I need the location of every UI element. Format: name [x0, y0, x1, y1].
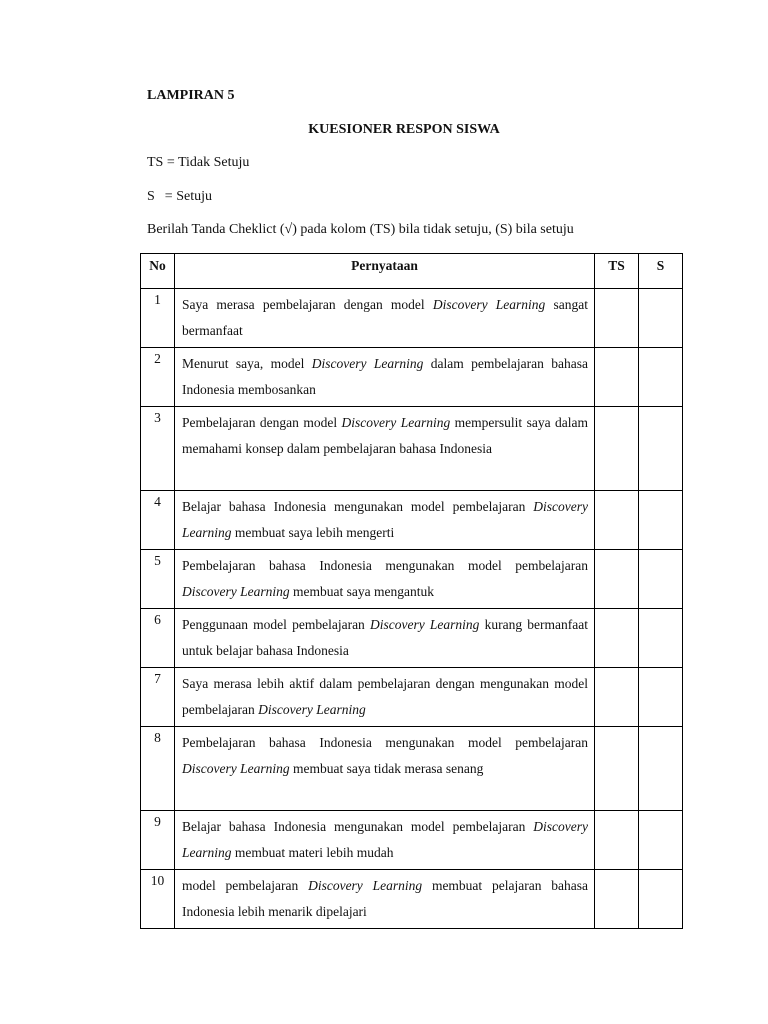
s-checkbox-cell[interactable]: [639, 348, 683, 407]
legend-s-def: = Setuju: [164, 189, 212, 204]
row-number: 4: [141, 491, 175, 550]
instruction-text: Berilah Tanda Cheklict (√) pada kolom (TS) bila tidak setuju, (S) bila setuju: [147, 222, 574, 237]
s-checkbox-cell[interactable]: [639, 609, 683, 668]
ts-checkbox-cell[interactable]: [595, 348, 639, 407]
row-number: 8: [141, 727, 175, 811]
ts-checkbox-cell[interactable]: [595, 811, 639, 870]
table-row: [141, 609, 683, 668]
s-checkbox-cell[interactable]: [639, 668, 683, 727]
row-statement: model pembelajaran Discovery Learning membuat pelajaran bahasa Indonesia lebih menarik dipelajari: [175, 870, 595, 929]
table-row: [141, 811, 683, 870]
row-number: 3: [141, 407, 175, 491]
table-header-row: [141, 254, 683, 289]
row-statement: Pembelajaran dengan model Discovery Learning mempersulit saya dalam memahami konsep dalam pembelajaran bahasa Indonesia: [175, 407, 595, 491]
ts-checkbox-cell[interactable]: [595, 289, 639, 348]
s-checkbox-cell[interactable]: [639, 550, 683, 609]
row-statement: Penggunaan model pembelajaran Discovery Learning kurang bermanfaat untuk belajar bahasa Indonesia: [175, 609, 595, 668]
s-checkbox-cell[interactable]: [639, 811, 683, 870]
legend-s-abbr: S: [147, 189, 155, 204]
table-row: [141, 550, 683, 609]
ts-checkbox-cell[interactable]: [595, 870, 639, 929]
row-number: 7: [141, 668, 175, 727]
ts-checkbox-cell[interactable]: [595, 668, 639, 727]
table-row: [141, 727, 683, 811]
row-number: 1: [141, 289, 175, 348]
table-row: [141, 870, 683, 929]
header-s: S: [639, 254, 683, 289]
row-number: 10: [141, 870, 175, 929]
header-no: No: [141, 254, 175, 289]
ts-checkbox-cell[interactable]: [595, 491, 639, 550]
table-row: [141, 289, 683, 348]
ts-checkbox-cell[interactable]: [595, 407, 639, 491]
s-checkbox-cell[interactable]: [639, 491, 683, 550]
table-row: [141, 407, 683, 491]
table-row: [141, 491, 683, 550]
header-ts: TS: [595, 254, 639, 289]
row-statement: Belajar bahasa Indonesia mengunakan model pembelajaran Discovery Learning membuat saya lebih mengerti: [175, 491, 595, 550]
header-statement: Pernyataan: [175, 254, 595, 289]
row-number: 5: [141, 550, 175, 609]
row-number: 2: [141, 348, 175, 407]
table-row: [141, 348, 683, 407]
ts-checkbox-cell[interactable]: [595, 550, 639, 609]
legend-s: [147, 189, 212, 205]
s-checkbox-cell[interactable]: [639, 727, 683, 811]
row-statement: Pembelajaran bahasa Indonesia mengunakan model pembelajaran Discovery Learning membuat saya tidak merasa senang: [175, 727, 595, 811]
row-statement: Saya merasa pembelajaran dengan model Discovery Learning sangat bermanfaat: [175, 289, 595, 348]
ts-checkbox-cell[interactable]: [595, 727, 639, 811]
questionnaire-table: [140, 253, 683, 929]
s-checkbox-cell[interactable]: [639, 870, 683, 929]
row-statement: Saya merasa lebih aktif dalam pembelajaran dengan mengunakan model pembelajaran Discovery Learning: [175, 668, 595, 727]
row-statement: Belajar bahasa Indonesia mengunakan model pembelajaran Discovery Learning membuat materi lebih mudah: [175, 811, 595, 870]
table-row: [141, 668, 683, 727]
questionnaire-title: KUESIONER RESPON SISWA: [308, 122, 500, 137]
s-checkbox-cell[interactable]: [639, 289, 683, 348]
s-checkbox-cell[interactable]: [639, 407, 683, 491]
ts-checkbox-cell[interactable]: [595, 609, 639, 668]
row-number: 9: [141, 811, 175, 870]
row-statement: Pembelajaran bahasa Indonesia mengunakan model pembelajaran Discovery Learning membuat saya mengantuk: [175, 550, 595, 609]
row-statement: Menurut saya, model Discovery Learning dalam pembelajaran bahasa Indonesia membosankan: [175, 348, 595, 407]
row-number: 6: [141, 609, 175, 668]
legend-ts: TS = Tidak Setuju: [147, 155, 250, 170]
appendix-heading: LAMPIRAN 5: [147, 88, 235, 103]
